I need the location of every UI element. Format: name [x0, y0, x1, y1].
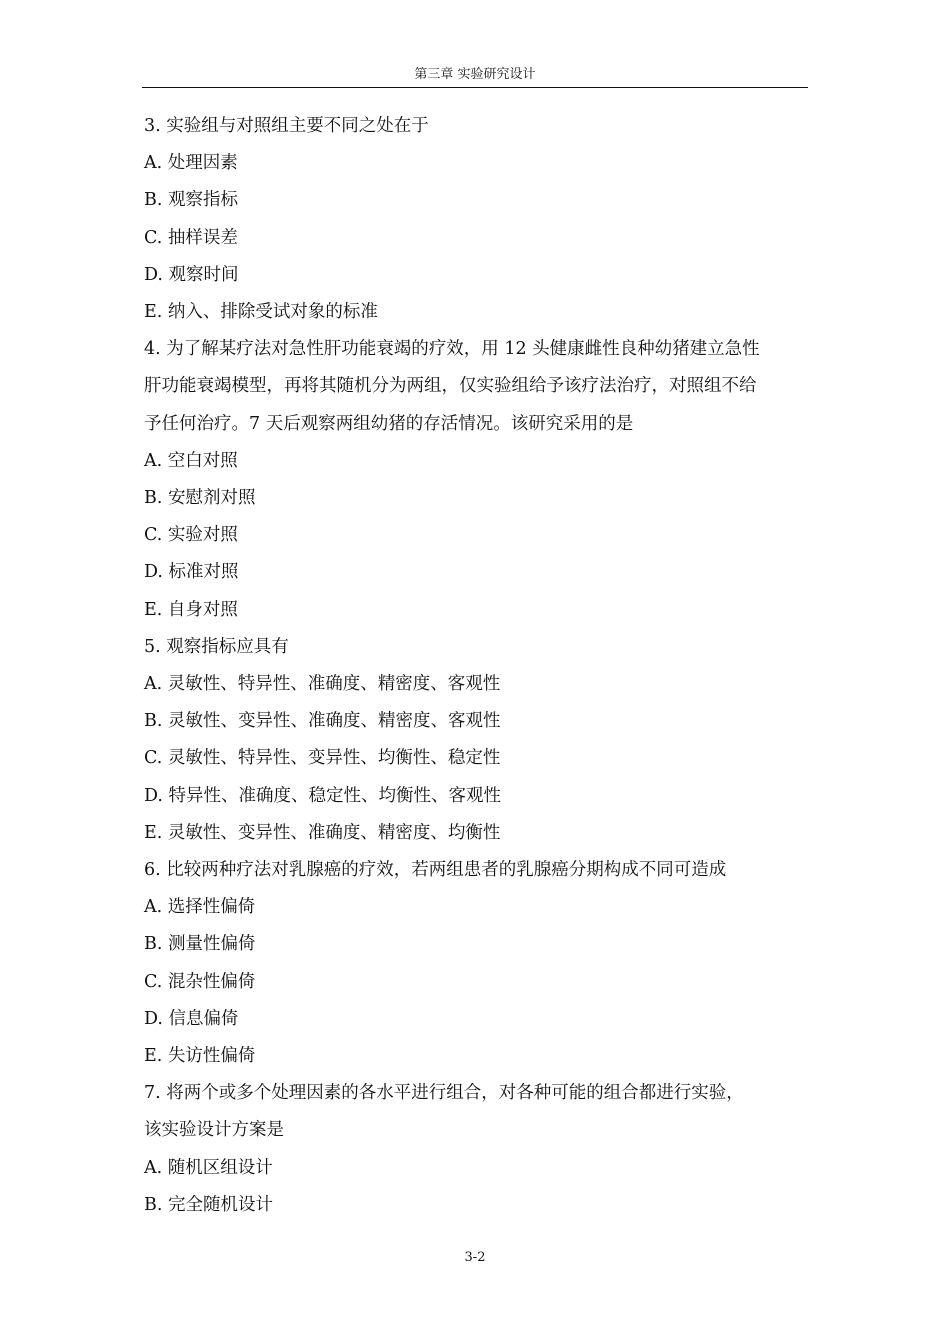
option-e: E. 纳入、排除受试对象的标准 — [144, 302, 378, 323]
option-b: B. 完全随机设计 — [144, 1194, 273, 1215]
question-stem: 5. 观察指标应具有 — [144, 636, 289, 657]
option-a: A. 空白对照 — [144, 450, 238, 471]
question-stem: 6. 比较两种疗法对乳腺癌的疗效，若两组患者的乳腺癌分期构成不同可造成 — [144, 860, 727, 881]
running-header: 第三章 实验研究设计 — [414, 67, 536, 82]
question-stem-line: 4. 为了解某疗法对急性肝功能衰竭的疗效，用 12 头健康雌性良种幼猪建立急性 — [144, 339, 760, 360]
option-b: B. 测量性偏倚 — [144, 934, 256, 955]
question-stem-line: 7. 将两个或多个处理因素的各水平进行组合，对各种可能的组合都进行实验， — [144, 1083, 744, 1104]
option-c: C. 混杂性偏倚 — [144, 971, 256, 992]
question-stem-line: 该实验设计方案是 — [144, 1120, 284, 1141]
option-a: A. 处理因素 — [144, 153, 238, 174]
option-b: B. 灵敏性、变异性、准确度、精密度、客观性 — [144, 711, 501, 732]
option-b: B. 安慰剂对照 — [144, 488, 256, 509]
question-stem: 3. 实验组与对照组主要不同之处在于 — [144, 116, 429, 136]
option-a: A. 灵敏性、特异性、准确度、精密度、客观性 — [144, 674, 501, 695]
question-stem-line: 予任何治疗。7 天后观察两组幼猪的存活情况。该研究采用的是 — [144, 413, 634, 434]
question-4 — [144, 331, 808, 629]
option-e: E. 自身对照 — [144, 599, 238, 620]
header-rule — [142, 87, 808, 88]
option-a: A. 随机区组设计 — [144, 1157, 273, 1178]
question-6 — [144, 852, 808, 1075]
option-e: E. 灵敏性、变异性、准确度、精密度、均衡性 — [144, 822, 501, 843]
page-number: 3-2 — [464, 1250, 486, 1265]
question-7 — [144, 1075, 808, 1224]
page-content — [144, 108, 808, 1224]
option-d: D. 标准对照 — [144, 562, 239, 583]
option-c: C. 实验对照 — [144, 525, 238, 546]
question-3 — [144, 108, 808, 331]
option-d: D. 信息偏倚 — [144, 1008, 239, 1029]
option-b: B. 观察指标 — [144, 190, 238, 211]
option-e: E. 失访性偏倚 — [144, 1046, 256, 1067]
option-c: C. 灵敏性、特异性、变异性、均衡性、稳定性 — [144, 748, 501, 769]
option-a: A. 选择性偏倚 — [144, 897, 256, 918]
option-d: D. 特异性、准确度、稳定性、均衡性、客观性 — [144, 785, 502, 806]
question-stem-line: 肝功能衰竭模型，再将其随机分为两组，仅实验组给予该疗法治疗，对照组不给 — [144, 376, 757, 397]
question-5 — [144, 629, 808, 852]
option-d: D. 观察时间 — [144, 264, 239, 285]
option-c: C. 抽样误差 — [144, 227, 238, 248]
